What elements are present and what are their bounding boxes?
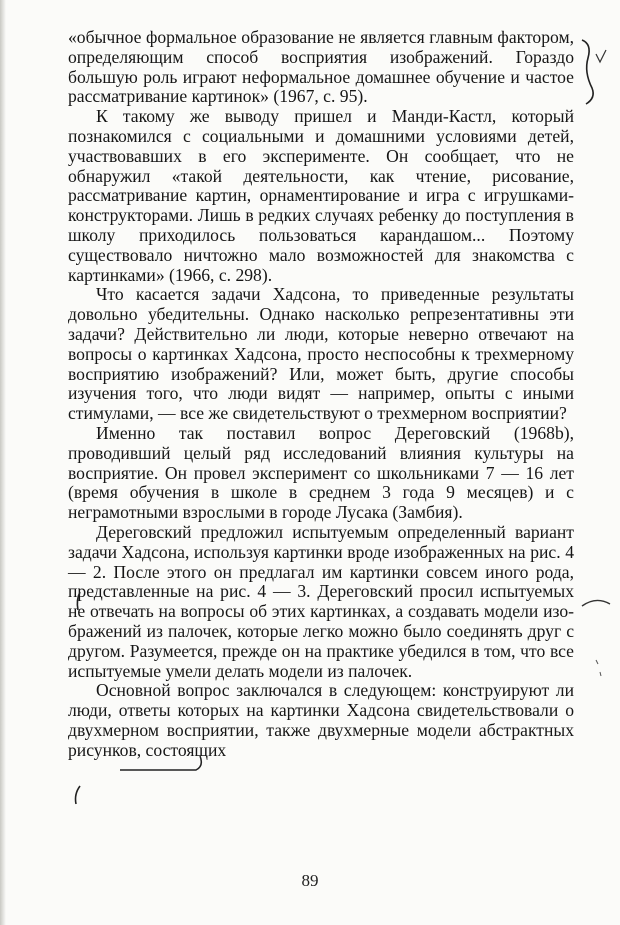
page-edge-shadow bbox=[0, 0, 6, 925]
page-number: 89 bbox=[301, 871, 319, 890]
paragraph-deregowski-question: Именно так поставил вопрос Дереговский (1968b), проводивший целый ряд исследований влияния культуры на восприятие. Он провел эксперимент со школьниками 7 — 16 лет (время обучения в школе в среднем 3 года 9 месяцев) и с неграмотными взрослыми в городе Лусака (Замбия). bbox=[68, 422, 574, 523]
margin-dots bbox=[596, 660, 601, 676]
checkmark-top-right bbox=[596, 50, 606, 62]
paragraph-mundy-castle: К такому же выводу пришел и Манди-Кастл, который познакомился с социальными и домашними условиями детей, участвовавших в его эксперименте. Он сообщает, что не обнаружил «такой деятельности, как чтение, рисование, рассматривание картин, орнаментирование и игра с игрушками-конструкторами. Лишь в редких случаях ребенку до поступления в школу приходилось пользоваться карандашом... Поэтому существовало ничтожно мало возможностей для знакомства с картинками» (1966, с. 298). bbox=[68, 106, 574, 285]
paragraph-quote-continuation: «обычное формальное образование не является главным фактором, определяющим способ восприятия изображений. Гораздо большую роль играют неформальное домашнее обучение и частое рассматривание картинок» (1967, с. 95). bbox=[68, 27, 574, 107]
paragraph-deregowski-method: Дереговский предложил испытуемым определенный вариант задачи Хадсона, используя картинки вроде изображенных на рис. 4 — 2. После этого он предлагал им картинки совсем иного рода, представленные на рис. 4 — 3. Дереговский просил испытуемых не отвечать на вопросы об этих картинках, а создавать модели изображений из палочек, которые легко можно было соединять друг с другом. Разумеется, прежде он на практике убедился в том, что все испытуемые умели делать модели из палочек. bbox=[68, 521, 574, 681]
paragraph-hudson-task: Что касается задачи Хадсона, то приведенные результаты довольно убедительны. Однако насколько репрезентативны эти задачи? Действительно ли люди, которые неверно отвечают на вопросы о картинках Хадсона, просто неспособны к трехмерному восприятию изображений? Или, может быть, другие способы изучения того, что люди видят — например, опыты с иными стимулами, — все же свидетельствуют о трехмерном восприятии? bbox=[68, 284, 574, 424]
bracket-mark-lower bbox=[76, 786, 81, 804]
body-text bbox=[68, 28, 574, 760]
margin-curve-right bbox=[582, 600, 610, 606]
bracket-mark-top-right bbox=[582, 40, 593, 104]
paragraph-main-question: Основной вопрос заключался в следующем: конструируют ли люди, ответы которых на картинки Хадсона свидетельствовали о двухмерном восприятии, также двухмерные модели абстрактных рисунков, состоящих bbox=[68, 680, 574, 760]
